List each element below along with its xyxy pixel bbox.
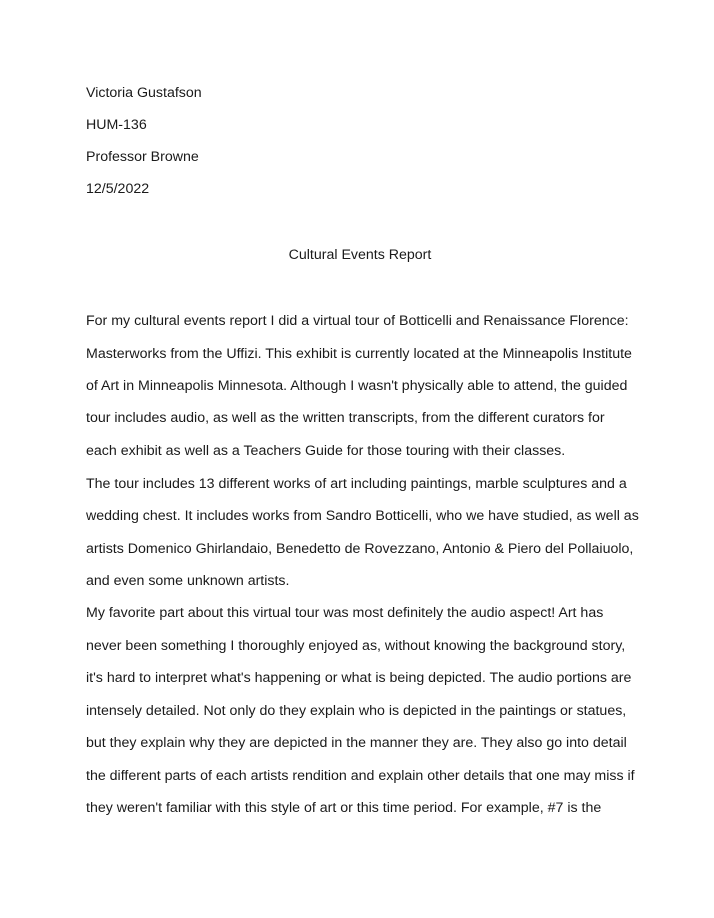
course-code: HUM-136 <box>86 117 147 133</box>
body-line: tour includes audio, as well as the written transcripts, from the different curators for <box>86 410 605 426</box>
body-line: The tour includes 13 different works of art including paintings, marble sculptures and a <box>86 476 627 492</box>
body-line: For my cultural events report I did a virtual tour of Botticelli and Renaissance Florence: <box>86 313 629 329</box>
body-line: of Art in Minneapolis Minnesota. Although I wasn't physically able to attend, the guided <box>86 378 628 394</box>
body-line: and even some unknown artists. <box>86 573 290 589</box>
body-line: wedding chest. It includes works from Sandro Botticelli, who we have studied, as well as <box>86 508 639 524</box>
body-line: it's hard to interpret what's happening or what is being depicted. The audio portions are <box>86 670 632 686</box>
body-line: intensely detailed. Not only do they explain who is depicted in the paintings or statues, <box>86 703 627 719</box>
author-name: Victoria Gustafson <box>86 85 202 101</box>
body-line: Masterworks from the Uffizi. This exhibit is currently located at the Minneapolis Institute <box>86 346 632 362</box>
body-line: My favorite part about this virtual tour was most definitely the audio aspect! Art has <box>86 605 604 621</box>
body-line: they weren't familiar with this style of art or this time period. For example, #7 is the <box>86 800 602 816</box>
body-line: but they explain why they are depicted in the manner they are. They also go into detail <box>86 735 627 751</box>
professor-name: Professor Browne <box>86 149 199 165</box>
report-title: Cultural Events Report <box>288 247 432 263</box>
body-line: the different parts of each artists rendition and explain other details that one may miss if <box>86 768 635 784</box>
body-line: artists Domenico Ghirlandaio, Benedetto de Rovezzano, Antonio & Piero del Pollaiuolo, <box>86 541 634 557</box>
body-line: never been something I thoroughly enjoyed as, without knowing the background story, <box>86 638 626 654</box>
report-date: 12/5/2022 <box>86 181 150 197</box>
body-line: each exhibit as well as a Teachers Guide for those touring with their classes. <box>86 443 566 459</box>
